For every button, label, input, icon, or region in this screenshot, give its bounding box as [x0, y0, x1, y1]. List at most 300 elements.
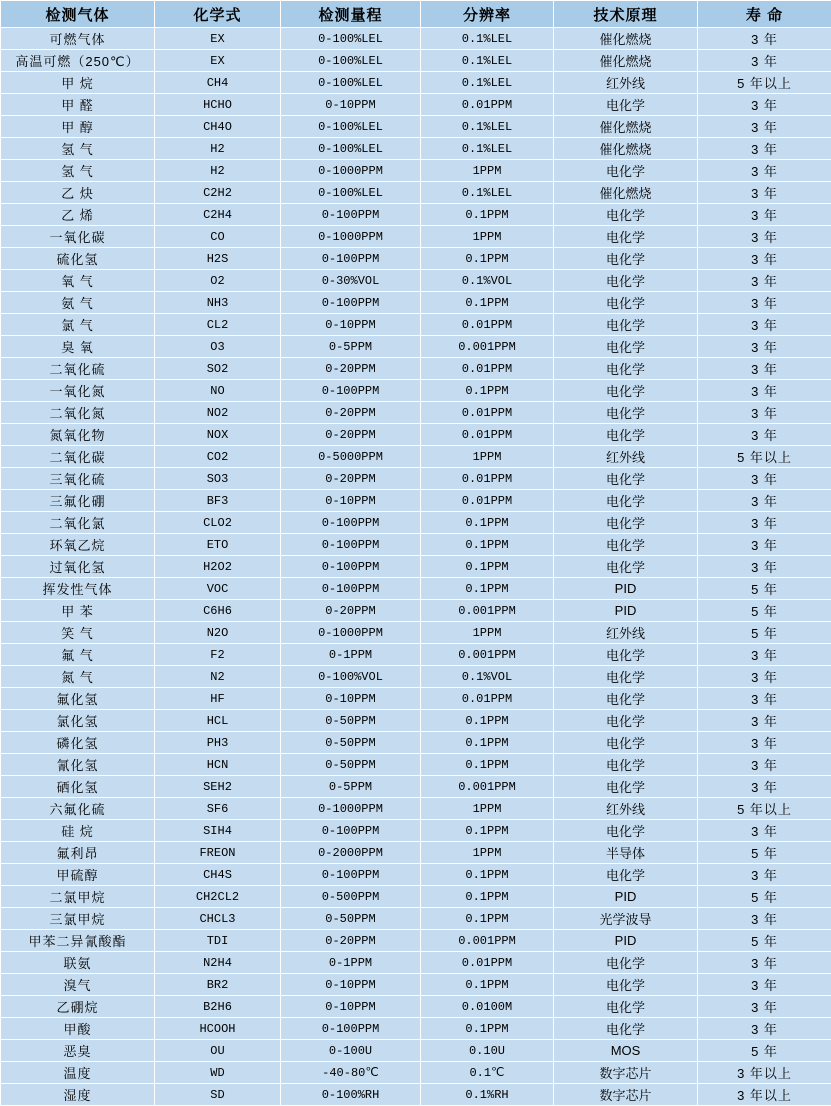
- cell-principle: 电化学: [554, 666, 698, 688]
- cell-lifetime: 3 年: [698, 556, 831, 578]
- cell-resolution: 0.1PPM: [421, 512, 554, 534]
- cell-gas: 乙硼烷: [1, 996, 155, 1018]
- cell-formula: CO2: [155, 446, 281, 468]
- cell-lifetime: 5 年以上: [698, 72, 831, 94]
- cell-lifetime: 3 年: [698, 820, 831, 842]
- table-header-row: [1, 1, 831, 28]
- table-row: [1, 50, 831, 72]
- cell-formula: N2H4: [155, 952, 281, 974]
- cell-range: -40-80℃: [281, 1062, 421, 1084]
- cell-gas: 联氨: [1, 952, 155, 974]
- cell-lifetime: 3 年: [698, 402, 831, 424]
- cell-lifetime: 3 年: [698, 996, 831, 1018]
- cell-principle: 红外线: [554, 798, 698, 820]
- cell-range: 0-1PPM: [281, 952, 421, 974]
- cell-formula: OU: [155, 1040, 281, 1062]
- cell-formula: SEH2: [155, 776, 281, 798]
- cell-gas: 氯化氢: [1, 710, 155, 732]
- cell-resolution: 0.01PPM: [421, 402, 554, 424]
- cell-range: 0-10PPM: [281, 490, 421, 512]
- table-row: [1, 380, 831, 402]
- cell-formula: SD: [155, 1084, 281, 1106]
- cell-range: 0-1000PPM: [281, 798, 421, 820]
- table-row: [1, 292, 831, 314]
- table-row: [1, 336, 831, 358]
- cell-gas: 甲酸: [1, 1018, 155, 1040]
- cell-range: 0-30%VOL: [281, 270, 421, 292]
- cell-lifetime: 5 年: [698, 1040, 831, 1062]
- cell-resolution: 0.1PPM: [421, 820, 554, 842]
- cell-lifetime: 3 年: [698, 116, 831, 138]
- cell-formula: SIH4: [155, 820, 281, 842]
- cell-formula: TDI: [155, 930, 281, 952]
- cell-resolution: 0.1%LEL: [421, 116, 554, 138]
- cell-gas: 温度: [1, 1062, 155, 1084]
- cell-lifetime: 3 年: [698, 776, 831, 798]
- cell-formula: SO3: [155, 468, 281, 490]
- cell-principle: 电化学: [554, 402, 698, 424]
- cell-formula: C6H6: [155, 600, 281, 622]
- cell-principle: 光学波导: [554, 908, 698, 930]
- cell-gas: 过氧化氢: [1, 556, 155, 578]
- cell-gas: 硫化氢: [1, 248, 155, 270]
- cell-lifetime: 3 年: [698, 424, 831, 446]
- cell-formula: ETO: [155, 534, 281, 556]
- cell-principle: 电化学: [554, 270, 698, 292]
- table-row: [1, 72, 831, 94]
- cell-principle: 电化学: [554, 248, 698, 270]
- table-row: [1, 490, 831, 512]
- cell-principle: 电化学: [554, 732, 698, 754]
- cell-principle: 电化学: [554, 160, 698, 182]
- table-row: [1, 160, 831, 182]
- cell-range: 0-50PPM: [281, 754, 421, 776]
- cell-formula: CH2CL2: [155, 886, 281, 908]
- cell-principle: 电化学: [554, 204, 698, 226]
- cell-lifetime: 3 年: [698, 534, 831, 556]
- column-header-resolution: 分辨率: [421, 1, 554, 28]
- table-row: [1, 424, 831, 446]
- table-row: [1, 28, 831, 50]
- column-header-principle: 技术原理: [554, 1, 698, 28]
- cell-resolution: 0.1℃: [421, 1062, 554, 1084]
- cell-gas: 磷化氢: [1, 732, 155, 754]
- table-row: [1, 1040, 831, 1062]
- table-row: [1, 644, 831, 666]
- cell-resolution: 0.1PPM: [421, 380, 554, 402]
- cell-gas: 氟利昂: [1, 842, 155, 864]
- cell-principle: 催化燃烧: [554, 28, 698, 50]
- cell-resolution: 0.01PPM: [421, 490, 554, 512]
- cell-formula: HCOOH: [155, 1018, 281, 1040]
- cell-principle: 电化学: [554, 688, 698, 710]
- cell-lifetime: 5 年: [698, 600, 831, 622]
- cell-gas: 笑 气: [1, 622, 155, 644]
- cell-resolution: 0.1PPM: [421, 710, 554, 732]
- cell-principle: 电化学: [554, 754, 698, 776]
- cell-principle: 电化学: [554, 1018, 698, 1040]
- cell-formula: CO: [155, 226, 281, 248]
- cell-lifetime: 3 年: [698, 248, 831, 270]
- cell-gas: 氢 气: [1, 138, 155, 160]
- cell-lifetime: 3 年: [698, 732, 831, 754]
- cell-principle: PID: [554, 578, 698, 600]
- cell-range: 0-20PPM: [281, 424, 421, 446]
- cell-range: 0-100%LEL: [281, 116, 421, 138]
- cell-lifetime: 3 年: [698, 226, 831, 248]
- cell-range: 0-50PPM: [281, 710, 421, 732]
- cell-principle: 电化学: [554, 358, 698, 380]
- cell-lifetime: 3 年: [698, 314, 831, 336]
- cell-principle: 电化学: [554, 534, 698, 556]
- cell-formula: BF3: [155, 490, 281, 512]
- table-header: [1, 1, 831, 28]
- cell-principle: PID: [554, 600, 698, 622]
- cell-formula: CH4: [155, 72, 281, 94]
- cell-lifetime: 3 年: [698, 160, 831, 182]
- cell-resolution: 1PPM: [421, 842, 554, 864]
- cell-lifetime: 3 年: [698, 50, 831, 72]
- cell-resolution: 0.1PPM: [421, 534, 554, 556]
- table-row: [1, 1084, 831, 1106]
- cell-principle: 电化学: [554, 710, 698, 732]
- cell-resolution: 0.1%LEL: [421, 138, 554, 160]
- cell-lifetime: 3 年: [698, 292, 831, 314]
- table-row: [1, 512, 831, 534]
- cell-formula: O2: [155, 270, 281, 292]
- cell-formula: B2H6: [155, 996, 281, 1018]
- cell-principle: 半导体: [554, 842, 698, 864]
- table-row: [1, 776, 831, 798]
- cell-range: 0-100PPM: [281, 292, 421, 314]
- cell-gas: 氮 气: [1, 666, 155, 688]
- cell-principle: 电化学: [554, 292, 698, 314]
- table-row: [1, 842, 831, 864]
- cell-formula: HCN: [155, 754, 281, 776]
- cell-lifetime: 3 年: [698, 710, 831, 732]
- cell-principle: 电化学: [554, 468, 698, 490]
- table-row: [1, 886, 831, 908]
- cell-gas: 甲硫醇: [1, 864, 155, 886]
- cell-range: 0-100%RH: [281, 1084, 421, 1106]
- cell-formula: C2H4: [155, 204, 281, 226]
- cell-gas: 环氧乙烷: [1, 534, 155, 556]
- column-header-range: 检测量程: [281, 1, 421, 28]
- cell-gas: 硅 烷: [1, 820, 155, 842]
- cell-principle: 电化学: [554, 424, 698, 446]
- table-row: [1, 94, 831, 116]
- cell-formula: F2: [155, 644, 281, 666]
- cell-formula: NO: [155, 380, 281, 402]
- cell-range: 0-10PPM: [281, 688, 421, 710]
- cell-lifetime: 3 年: [698, 358, 831, 380]
- cell-gas: 甲 醇: [1, 116, 155, 138]
- table-row: [1, 908, 831, 930]
- cell-gas: 氨 气: [1, 292, 155, 314]
- cell-principle: 电化学: [554, 644, 698, 666]
- cell-gas: 二氧化碳: [1, 446, 155, 468]
- cell-principle: 催化燃烧: [554, 182, 698, 204]
- cell-principle: 红外线: [554, 622, 698, 644]
- cell-range: 0-20PPM: [281, 468, 421, 490]
- cell-gas: 三氟化硼: [1, 490, 155, 512]
- cell-resolution: 0.1PPM: [421, 204, 554, 226]
- cell-resolution: 0.01PPM: [421, 94, 554, 116]
- cell-principle: 催化燃烧: [554, 116, 698, 138]
- table-row: [1, 270, 831, 292]
- cell-formula: HF: [155, 688, 281, 710]
- cell-gas: 甲 烷: [1, 72, 155, 94]
- cell-resolution: 1PPM: [421, 622, 554, 644]
- cell-lifetime: 3 年: [698, 28, 831, 50]
- cell-principle: 电化学: [554, 776, 698, 798]
- cell-gas: 氰化氢: [1, 754, 155, 776]
- cell-formula: EX: [155, 28, 281, 50]
- cell-range: 0-100PPM: [281, 556, 421, 578]
- cell-formula: H2: [155, 138, 281, 160]
- cell-lifetime: 5 年以上: [698, 446, 831, 468]
- cell-gas: 甲 醛: [1, 94, 155, 116]
- cell-resolution: 0.01PPM: [421, 688, 554, 710]
- cell-resolution: 0.001PPM: [421, 644, 554, 666]
- cell-formula: HCHO: [155, 94, 281, 116]
- cell-gas: 一氧化碳: [1, 226, 155, 248]
- table-row: [1, 600, 831, 622]
- cell-lifetime: 3 年: [698, 270, 831, 292]
- cell-resolution: 0.1%LEL: [421, 50, 554, 72]
- cell-resolution: 0.01PPM: [421, 468, 554, 490]
- cell-principle: PID: [554, 930, 698, 952]
- cell-resolution: 1PPM: [421, 160, 554, 182]
- cell-resolution: 0.001PPM: [421, 930, 554, 952]
- cell-formula: NOX: [155, 424, 281, 446]
- cell-resolution: 0.01PPM: [421, 314, 554, 336]
- cell-resolution: 1PPM: [421, 798, 554, 820]
- cell-range: 0-5PPM: [281, 336, 421, 358]
- cell-lifetime: 3 年: [698, 908, 831, 930]
- cell-gas: 湿度: [1, 1084, 155, 1106]
- cell-principle: 电化学: [554, 490, 698, 512]
- cell-principle: 数字芯片: [554, 1084, 698, 1106]
- cell-gas: 二氧化硫: [1, 358, 155, 380]
- cell-lifetime: 5 年: [698, 578, 831, 600]
- cell-range: 0-100%LEL: [281, 182, 421, 204]
- cell-principle: 电化学: [554, 314, 698, 336]
- cell-gas: 甲苯二异氰酸酯: [1, 930, 155, 952]
- table-row: [1, 996, 831, 1018]
- cell-resolution: 0.1PPM: [421, 248, 554, 270]
- table-row: [1, 534, 831, 556]
- cell-range: 0-20PPM: [281, 402, 421, 424]
- column-header-gas: 检测气体: [1, 1, 155, 28]
- table-row: [1, 710, 831, 732]
- cell-range: 0-100PPM: [281, 578, 421, 600]
- cell-range: 0-50PPM: [281, 732, 421, 754]
- cell-range: 0-100PPM: [281, 380, 421, 402]
- cell-lifetime: 5 年以上: [698, 798, 831, 820]
- table-row: [1, 468, 831, 490]
- cell-principle: 电化学: [554, 380, 698, 402]
- cell-range: 0-100%VOL: [281, 666, 421, 688]
- cell-resolution: 0.1PPM: [421, 1018, 554, 1040]
- cell-resolution: 0.001PPM: [421, 600, 554, 622]
- cell-formula: O3: [155, 336, 281, 358]
- cell-gas: 二氯甲烷: [1, 886, 155, 908]
- cell-range: 0-1000PPM: [281, 622, 421, 644]
- table-row: [1, 556, 831, 578]
- cell-principle: 电化学: [554, 226, 698, 248]
- cell-resolution: 0.01PPM: [421, 358, 554, 380]
- table-row: [1, 688, 831, 710]
- cell-resolution: 0.1%LEL: [421, 182, 554, 204]
- cell-lifetime: 3 年: [698, 666, 831, 688]
- cell-gas: 挥发性气体: [1, 578, 155, 600]
- cell-lifetime: 3 年: [698, 182, 831, 204]
- table-row: [1, 182, 831, 204]
- cell-gas: 二氧化氯: [1, 512, 155, 534]
- cell-formula: CHCL3: [155, 908, 281, 930]
- cell-gas: 硒化氢: [1, 776, 155, 798]
- cell-principle: 电化学: [554, 996, 698, 1018]
- cell-range: 0-100PPM: [281, 248, 421, 270]
- cell-lifetime: 3 年: [698, 754, 831, 776]
- cell-range: 0-100PPM: [281, 1018, 421, 1040]
- cell-range: 0-100U: [281, 1040, 421, 1062]
- cell-lifetime: 3 年: [698, 974, 831, 996]
- cell-resolution: 0.1%VOL: [421, 666, 554, 688]
- cell-resolution: 0.0100M: [421, 996, 554, 1018]
- table-row: [1, 402, 831, 424]
- cell-lifetime: 3 年: [698, 380, 831, 402]
- cell-range: 0-20PPM: [281, 358, 421, 380]
- table-body: [1, 28, 831, 1106]
- cell-resolution: 0.1PPM: [421, 732, 554, 754]
- cell-lifetime: 3 年: [698, 512, 831, 534]
- cell-formula: N2: [155, 666, 281, 688]
- cell-resolution: 0.01PPM: [421, 424, 554, 446]
- cell-range: 0-100PPM: [281, 512, 421, 534]
- cell-gas: 溴气: [1, 974, 155, 996]
- cell-lifetime: 5 年: [698, 842, 831, 864]
- cell-formula: H2: [155, 160, 281, 182]
- cell-formula: HCL: [155, 710, 281, 732]
- cell-range: 0-5PPM: [281, 776, 421, 798]
- cell-range: 0-1PPM: [281, 644, 421, 666]
- cell-principle: 红外线: [554, 72, 698, 94]
- cell-resolution: 0.1%RH: [421, 1084, 554, 1106]
- cell-range: 0-2000PPM: [281, 842, 421, 864]
- cell-principle: PID: [554, 886, 698, 908]
- cell-gas: 可燃气体: [1, 28, 155, 50]
- table-row: [1, 578, 831, 600]
- cell-gas: 氟 气: [1, 644, 155, 666]
- cell-lifetime: 5 年: [698, 930, 831, 952]
- cell-principle: 催化燃烧: [554, 50, 698, 72]
- table-row: [1, 820, 831, 842]
- table-row: [1, 974, 831, 996]
- cell-resolution: 0.1%LEL: [421, 28, 554, 50]
- cell-range: 0-1000PPM: [281, 160, 421, 182]
- column-header-lifetime: 寿 命: [698, 1, 831, 28]
- cell-formula: CLO2: [155, 512, 281, 534]
- cell-lifetime: 3 年以上: [698, 1062, 831, 1084]
- cell-resolution: 0.001PPM: [421, 336, 554, 358]
- cell-resolution: 0.1PPM: [421, 864, 554, 886]
- cell-range: 0-100PPM: [281, 534, 421, 556]
- cell-range: 0-10PPM: [281, 314, 421, 336]
- cell-gas: 一氧化氮: [1, 380, 155, 402]
- cell-principle: 电化学: [554, 820, 698, 842]
- cell-principle: 电化学: [554, 336, 698, 358]
- cell-principle: 电化学: [554, 974, 698, 996]
- cell-range: 0-100PPM: [281, 864, 421, 886]
- cell-formula: NH3: [155, 292, 281, 314]
- cell-formula: SO2: [155, 358, 281, 380]
- cell-gas: 六氟化硫: [1, 798, 155, 820]
- cell-principle: 电化学: [554, 556, 698, 578]
- cell-lifetime: 3 年: [698, 644, 831, 666]
- cell-resolution: 1PPM: [421, 446, 554, 468]
- cell-gas: 甲 苯: [1, 600, 155, 622]
- cell-resolution: 0.1PPM: [421, 974, 554, 996]
- cell-formula: N2O: [155, 622, 281, 644]
- cell-formula: CL2: [155, 314, 281, 336]
- cell-formula: NO2: [155, 402, 281, 424]
- cell-resolution: 0.1PPM: [421, 292, 554, 314]
- table-row: [1, 204, 831, 226]
- cell-gas: 三氯甲烷: [1, 908, 155, 930]
- cell-gas: 恶臭: [1, 1040, 155, 1062]
- table-row: [1, 1062, 831, 1084]
- cell-lifetime: 3 年: [698, 490, 831, 512]
- cell-lifetime: 3 年: [698, 688, 831, 710]
- cell-formula: H2S: [155, 248, 281, 270]
- table-row: [1, 226, 831, 248]
- cell-formula: FREON: [155, 842, 281, 864]
- table-row: [1, 358, 831, 380]
- cell-range: 0-10PPM: [281, 996, 421, 1018]
- cell-gas: 三氧化硫: [1, 468, 155, 490]
- cell-formula: BR2: [155, 974, 281, 996]
- cell-gas: 氮氧化物: [1, 424, 155, 446]
- cell-range: 0-100%LEL: [281, 138, 421, 160]
- cell-resolution: 0.1%LEL: [421, 72, 554, 94]
- table-row: [1, 930, 831, 952]
- cell-formula: H2O2: [155, 556, 281, 578]
- cell-range: 0-100PPM: [281, 820, 421, 842]
- cell-gas: 氟化氢: [1, 688, 155, 710]
- cell-principle: 电化学: [554, 952, 698, 974]
- cell-range: 0-50PPM: [281, 908, 421, 930]
- cell-gas: 乙 炔: [1, 182, 155, 204]
- table-row: [1, 952, 831, 974]
- cell-resolution: 1PPM: [421, 226, 554, 248]
- cell-formula: CH4S: [155, 864, 281, 886]
- table-row: [1, 864, 831, 886]
- cell-range: 0-20PPM: [281, 930, 421, 952]
- cell-lifetime: 3 年以上: [698, 1084, 831, 1106]
- cell-lifetime: 5 年: [698, 622, 831, 644]
- column-header-formula: 化学式: [155, 1, 281, 28]
- cell-principle: 数字芯片: [554, 1062, 698, 1084]
- cell-range: 0-500PPM: [281, 886, 421, 908]
- cell-lifetime: 5 年: [698, 886, 831, 908]
- cell-formula: EX: [155, 50, 281, 72]
- cell-principle: 电化学: [554, 864, 698, 886]
- cell-lifetime: 3 年: [698, 94, 831, 116]
- cell-gas: 高温可燃（250℃）: [1, 50, 155, 72]
- cell-range: 0-20PPM: [281, 600, 421, 622]
